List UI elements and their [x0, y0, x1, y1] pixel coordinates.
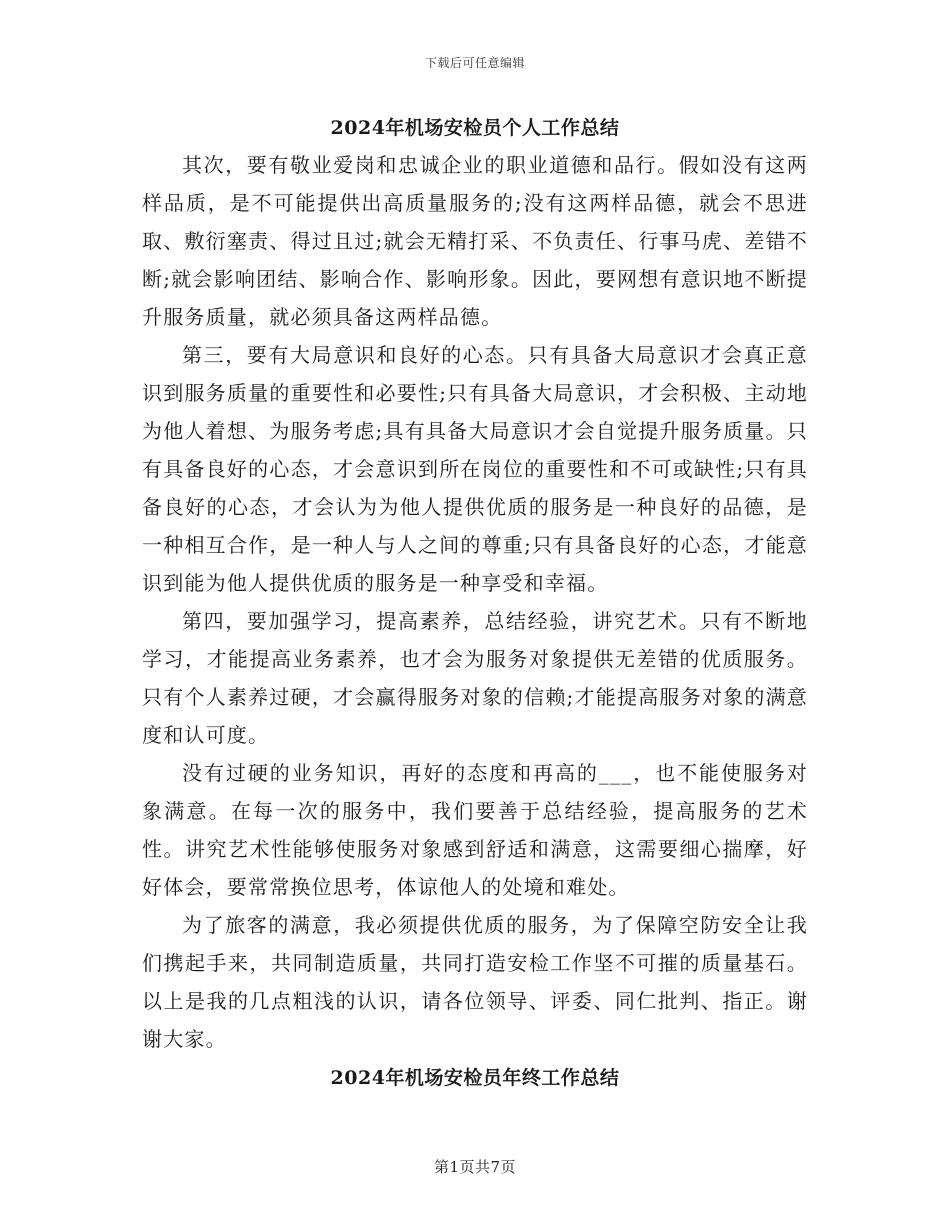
paragraph: 没有过硬的业务知识，再好的态度和再高的___，也不能使服务对象满意。在每一次的服务中，我们要善于总结经验，提高服务的艺术性。讲究艺术性能够使服务对象感到舒适和满意，这需要细心揣摩，好好体会，要常常换位思考，体谅他人的处境和难处。: [142, 761, 808, 899]
document-body: [142, 110, 808, 1096]
paragraph: 第四，要加强学习，提高素养，总结经验，讲究艺术。只有不断地学习，才能提高业务素养，也才会为服务对象提供无差错的优质服务。只有个人素养过硬，才会赢得服务对象的信赖;才能提高服务对象的满意度和认可度。: [142, 609, 808, 747]
paragraph: 其次，要有敬业爱岗和忠诚企业的职业道德和品行。假如没有这两样品质，是不可能提供出高质量服务的;没有这两样品德，就会不思进取、敷衍塞责、得过且过;就会无精打采、不负责任、行事马虎、差错不断;就会影响团结、影响合作、影响形象。因此，要网想有意识地不断提升服务质量，就必须具备这两样品德。: [142, 153, 808, 329]
section-title: 2024年机场安检员年终工作总结: [330, 1067, 620, 1089]
paragraph: 为了旅客的满意，我必须提供优质的服务，为了保障空防安全让我们携起手来，共同制造质量，共同打造安检工作坚不可摧的质量基石。以上是我的几点粗浅的认识，请各位领导、评委、同仁批判、指正。谢谢大家。: [142, 913, 808, 1051]
document-title: 2024年机场安检员个人工作总结: [330, 117, 620, 139]
paragraph: 第三，要有大局意识和良好的心态。只有具备大局意识才会真正意识到服务质量的重要性和必要性;只有具备大局意识，才会积极、主动地为他人着想、为服务考虑;具有具备大局意识才会自觉提升服务质量。只有具备良好的心态，才会意识到所在岗位的重要性和不可或缺性;只有具备良好的心态，才会认为为他人提供优质的服务是一种良好的品德，是一种相互合作，是一种人与人之间的尊重;只有具备良好的心态，才能意识到能为他人提供优质的服务是一种享受和幸福。: [142, 343, 808, 595]
page-header-note: 下载后可任意编辑: [424, 56, 525, 70]
page-footer-number: 第1页共7页: [433, 1158, 517, 1176]
